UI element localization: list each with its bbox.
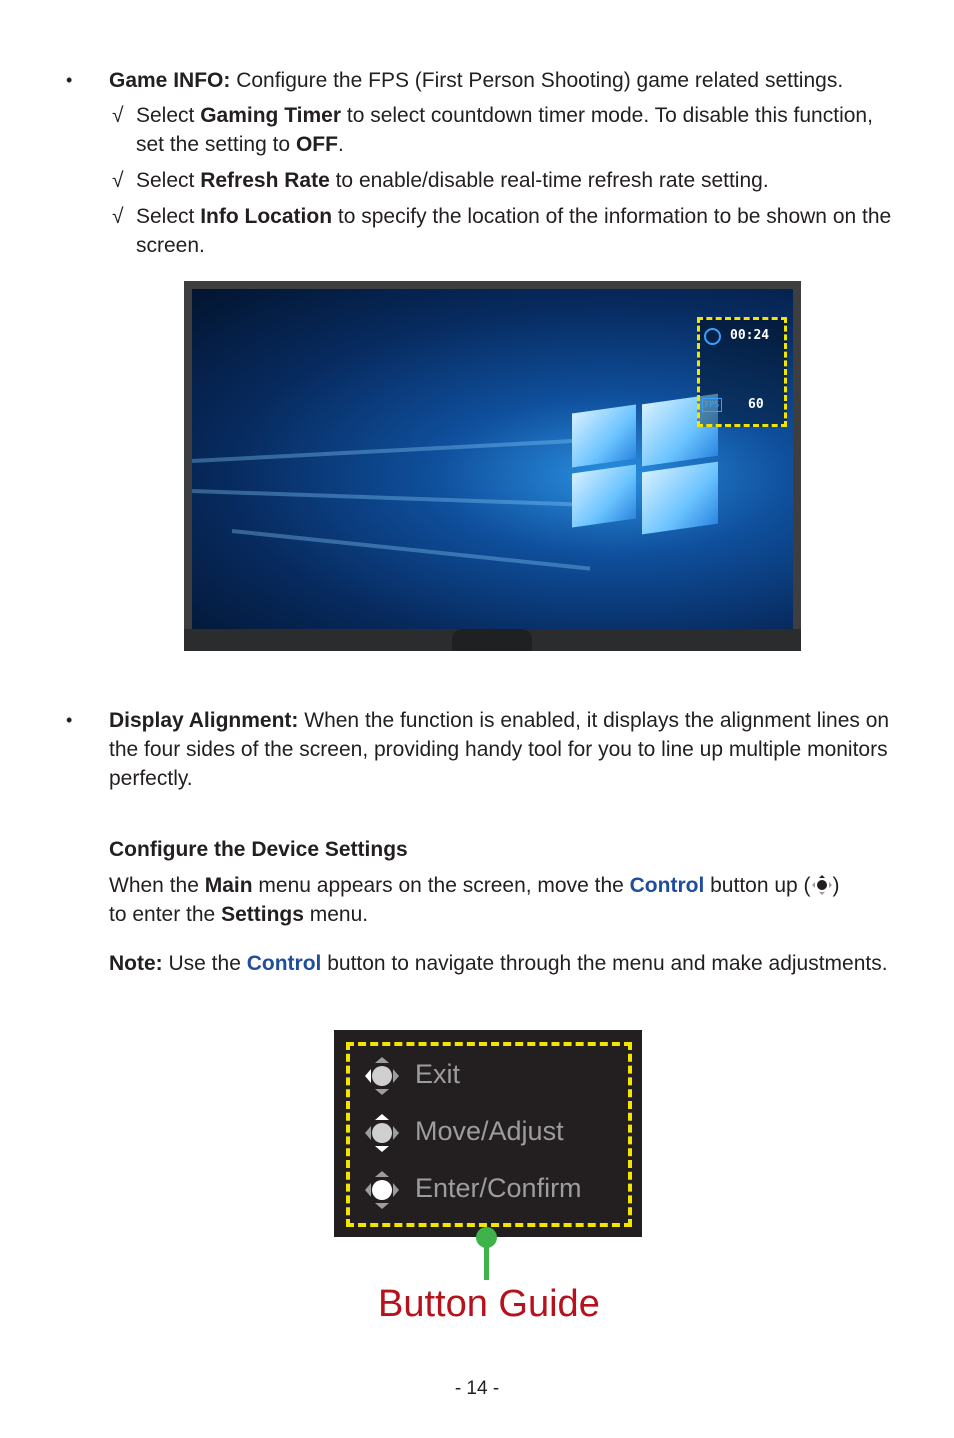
timer-icon (704, 328, 721, 345)
button-guide-panel (334, 1030, 642, 1237)
monitor-illustration (184, 281, 801, 651)
osd-timer: 00:24 (730, 328, 770, 343)
guide-label-exit: Exit (415, 1059, 461, 1089)
display-alignment-term: Display Alignment: (109, 709, 299, 732)
check-mark: √ (112, 205, 124, 228)
refresh-rate-item: Select Refresh Rate to enable/disable real-time refresh rate setting. (136, 169, 769, 192)
guide-label-move: Move/Adjust (415, 1116, 564, 1146)
info-location-item: Select Info Location to specify the location of the information to be shown on the screen. (136, 205, 892, 257)
check-mark: √ (112, 169, 124, 192)
windows-logo-pane (572, 465, 636, 528)
light-beam (192, 437, 612, 463)
windows-logo-pane (642, 462, 718, 535)
joystick-press-icon (360, 1168, 404, 1212)
page-number: - 14 - (454, 1378, 500, 1399)
osd-info-box (697, 317, 787, 427)
control-term: Control (246, 952, 322, 975)
monitor-stand-notch (452, 629, 532, 651)
osd-fps: 60 (748, 397, 764, 412)
guide-label-enter: Enter/Confirm (415, 1173, 582, 1203)
bullet-display-alignment: • (66, 710, 73, 730)
game-info-paragraph (109, 66, 899, 95)
device-settings-paragraph: When the Main menu appears on the screen, move the Control button up ( ) to enter the Settings menu. (109, 874, 840, 926)
control-term: Control (629, 874, 705, 897)
joystick-up-icon (811, 874, 833, 896)
gaming-timer-item: Select Gaming Timer to select countdown timer mode. To disable this function, set the setting to OFF. (136, 104, 873, 156)
section-heading: Configure the Device Settings (109, 838, 408, 861)
display-alignment-paragraph: Display Alignment: When the function is enabled, it displays the alignment lines on the four sides of the screen, providing handy tool for you to line up multiple monitors perfectly. (109, 709, 890, 790)
game-info-term: Game INFO: (109, 69, 231, 92)
note-label: Note: (109, 952, 163, 975)
light-beam (232, 529, 590, 571)
check-mark: √ (112, 104, 124, 127)
button-guide-caption: Button Guide (378, 1283, 600, 1325)
windows-logo-pane (572, 405, 636, 468)
light-beam (192, 489, 592, 507)
game-info-text: Configure the FPS (First Person Shooting) game related settings. (230, 69, 844, 92)
fps-icon: FPS (702, 398, 722, 412)
monitor-screen (192, 289, 793, 629)
joystick-updown-icon (360, 1111, 404, 1155)
bullet-game-info: • (66, 70, 73, 90)
note-paragraph: Note: Use the Control button to navigate through the menu and make adjustments. (109, 952, 888, 975)
callout-dot (476, 1227, 497, 1248)
joystick-left-icon (360, 1054, 404, 1098)
